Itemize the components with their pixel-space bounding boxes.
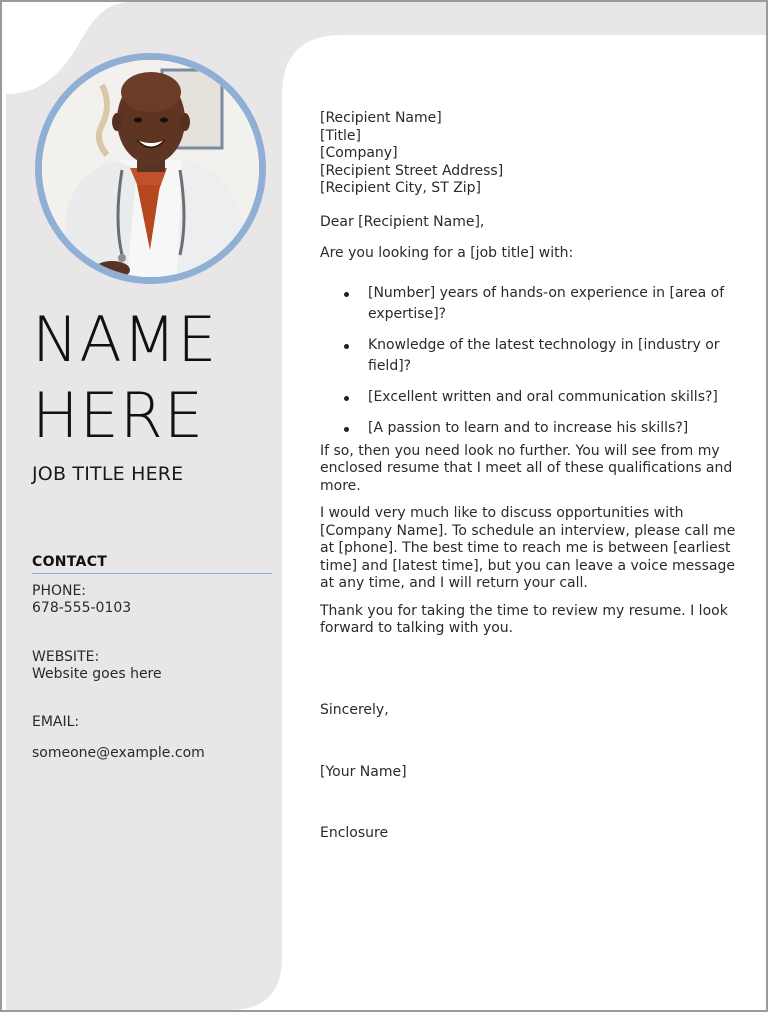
name-line-1: NAME [32, 303, 218, 376]
signature-name: [Your Name] [320, 764, 407, 780]
website-label: WEBSITE: [32, 649, 100, 665]
contact-divider [32, 573, 272, 574]
name-line-2: HERE [32, 379, 205, 452]
doctor-photo-illustration [42, 60, 259, 277]
website-value[interactable]: Website goes here [32, 666, 162, 682]
recipient-name: [Recipient Name] [320, 110, 442, 126]
profile-photo-frame [35, 53, 266, 284]
paragraph-interview: I would very much like to discuss opportunities with [Company Name]. To schedule an interview, please call me at [phone]. The best time to reach me is between [earliest time] and [latest time], but you can leave a voice message at any time, and I will return your call. [320, 505, 736, 591]
email-label: EMAIL: [32, 714, 80, 730]
list-item: [A passion to learn and to increase his skills?] [320, 418, 750, 439]
enclosure-note: Enclosure [320, 825, 389, 841]
bullet-icon [344, 427, 349, 432]
list-item: [Number] years of hands-on experience in [area of expertise]? [320, 283, 750, 325]
list-item: Knowledge of the latest technology in [industry or field]? [320, 335, 750, 377]
recipient-company: [Company] [320, 145, 398, 161]
phone-label: PHONE: [32, 583, 87, 599]
paragraph-qualifications: If so, then you need look no further. You will see from my enclosed resume that I meet all of these qualifications and more. [320, 442, 733, 494]
profile-photo [42, 60, 259, 277]
bullet-icon [344, 292, 349, 297]
qualifications-list [320, 283, 750, 439]
closing: Sincerely, [320, 702, 389, 718]
bullet-icon [344, 344, 349, 349]
phone-value: 678-555-0103 [32, 600, 132, 616]
intro-line: Are you looking for a [job title] with: [320, 245, 574, 261]
recipient-street: [Recipient Street Address] [320, 162, 504, 179]
paragraph-thanks: Thank you for taking the time to review my resume. I look forward to talking with you. [320, 602, 728, 636]
candidate-name [32, 302, 217, 454]
job-title: JOB TITLE HERE [32, 463, 184, 485]
salutation: Dear [Recipient Name], [320, 213, 485, 230]
letter-body [320, 110, 750, 648]
recipient-title: [Title] [320, 127, 361, 144]
bullet-icon [344, 396, 349, 401]
email-value[interactable]: someone@example.com [32, 745, 205, 761]
recipient-block [320, 110, 750, 198]
contact-heading: CONTACT [32, 554, 108, 570]
recipient-city: [Recipient City, ST Zip] [320, 180, 482, 196]
list-item: [Excellent written and oral communication skills?] [320, 387, 750, 408]
